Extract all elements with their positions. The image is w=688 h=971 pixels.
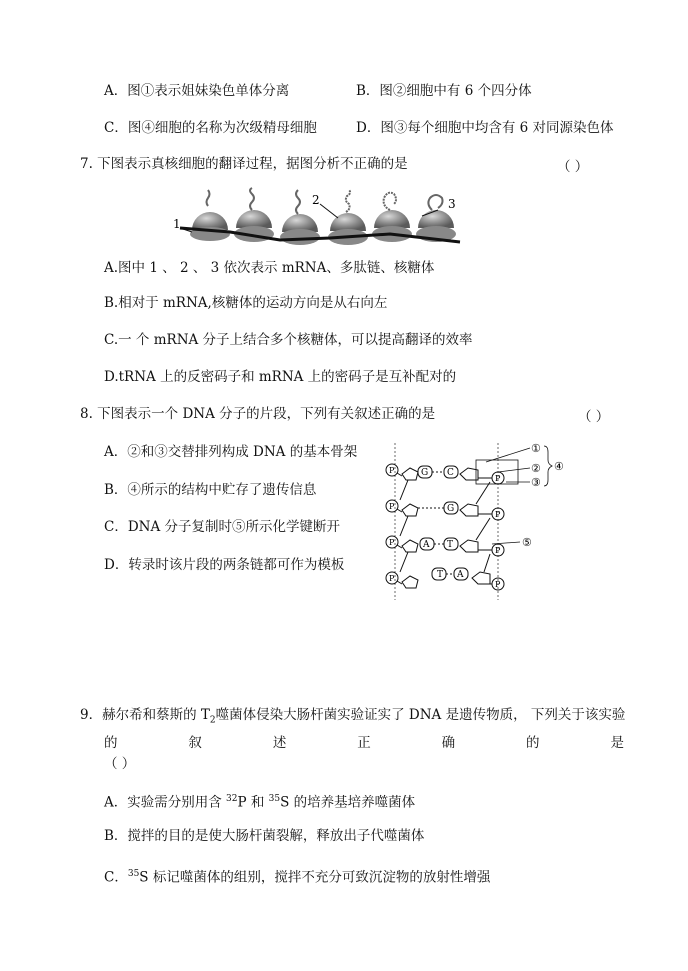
base-right-4: A	[457, 570, 464, 580]
q9-a-text: S 的培养基培养噬菌体	[280, 794, 416, 811]
q7-option-c: C.一 个 mRNA 分子上结合多个核糖体，可以提高翻译的效率	[104, 332, 473, 348]
q9-a-text: A．实验需分别用含	[104, 794, 227, 811]
polypeptide-chains	[207, 188, 443, 214]
q9-option-a	[104, 790, 415, 812]
q8-option-a: A．②和③交替排列构成 DNA 的基本骨架	[104, 444, 358, 460]
callout-1: ①	[531, 442, 541, 455]
q7-stem: 7. 下图表示真核细胞的翻译过程，据图分析不正确的是	[80, 156, 408, 172]
q9-a-sup: 35	[268, 794, 281, 804]
phosphate-label: P	[495, 546, 501, 555]
q9-stem-continuation	[104, 731, 624, 751]
q9-word: 述	[272, 735, 287, 751]
base-left-3: A	[423, 540, 430, 550]
q8-answer-paren: （ ）	[578, 409, 610, 425]
phosphate-label: P	[389, 574, 395, 583]
phosphate-label: P	[495, 474, 501, 483]
label-1: 1	[173, 217, 181, 231]
ribosome	[190, 212, 230, 241]
q9-option-c	[104, 865, 490, 887]
phosphate-label: P	[389, 538, 395, 547]
q9-c-sup: 35	[127, 869, 140, 879]
q9-stem-sub: 2	[209, 715, 216, 726]
base-left-4: T	[437, 570, 444, 580]
base-right-1: C	[447, 468, 454, 478]
base-right-3: T	[447, 540, 454, 550]
label-2: 2	[312, 193, 320, 207]
q9-word: 是	[610, 735, 624, 751]
q9-word: 正	[357, 735, 371, 751]
phosphate-label: P	[495, 510, 501, 519]
left-strand	[386, 464, 418, 588]
q9-answer-paren: （ ）	[104, 756, 136, 772]
phosphate-label: P	[389, 466, 395, 475]
q6-option-a: A．图①表示姐妹染色单体分离	[104, 83, 290, 99]
q9-word: 的	[104, 735, 118, 751]
q9-a-text: P 和	[237, 794, 269, 811]
q7-option-a: A.图中 1 、 2 、 3 依次表示 mRNA、多肽链、核糖体	[104, 260, 435, 276]
q9-stem	[80, 706, 625, 730]
phosphate-label: P	[495, 580, 501, 589]
q9-word: 确	[441, 735, 456, 751]
dna-structure-figure	[380, 438, 580, 603]
q9-a-sup: 32	[226, 794, 238, 804]
q7-option-b: B.相对于 mRNA,核糖体的运动方向是从右向左	[104, 295, 388, 311]
q9-stem-a: 9．赫尔希和蔡斯的 T	[80, 707, 210, 723]
q6-option-b: B．图②细胞中有 6 个四分体	[356, 83, 532, 99]
callout-3: ③	[531, 476, 541, 489]
callout-4: ④	[554, 460, 564, 473]
callout-5: ⑤	[522, 536, 532, 549]
q9-word: 叙	[188, 735, 202, 751]
q8-option-b: B．④所示的结构中贮存了遗传信息	[104, 482, 317, 498]
q6-option-d: D．图③每个细胞中均含有 6 对同源染色体	[356, 120, 614, 136]
q9-option-b: B．搅拌的目的是使大肠杆菌裂解，释放出子代噬菌体	[104, 828, 425, 844]
q8-option-c: C．DNA 分子复制时⑤所示化学键断开	[104, 519, 341, 535]
q9-stem-b: 噬菌体侵染大肠杆菌实验证实了 DNA 是遗传物质， 下列关于该实验	[215, 707, 626, 723]
base-right-2: G	[447, 504, 455, 514]
q8-option-d: D．转录时该片段的两条链都可作为模板	[104, 557, 345, 573]
q7-answer-paren: （ ）	[557, 159, 589, 175]
base-left-1: G	[421, 468, 429, 478]
q6-option-c: C．图④细胞的名称为次级精母细胞	[104, 120, 317, 136]
phosphate-label: P	[389, 502, 395, 511]
right-strand	[460, 468, 504, 590]
q9-c-text: C．	[104, 869, 128, 886]
label-3: 3	[448, 197, 456, 211]
ribosome	[328, 213, 368, 245]
q7-option-d: D.tRNA 上的反密码子和 mRNA 上的密码子是互补配对的	[104, 369, 457, 385]
callout-2: ②	[531, 462, 541, 475]
translation-figure	[170, 186, 470, 250]
q9-c-text: S 标记噬菌体的组别，搅拌不充分可致沉淀物的放射性增强	[139, 869, 491, 886]
q8-stem: 8. 下图表示一个 DNA 分子的片段，下列有关叙述正确的是	[80, 406, 436, 422]
q9-word: 的	[526, 735, 540, 751]
